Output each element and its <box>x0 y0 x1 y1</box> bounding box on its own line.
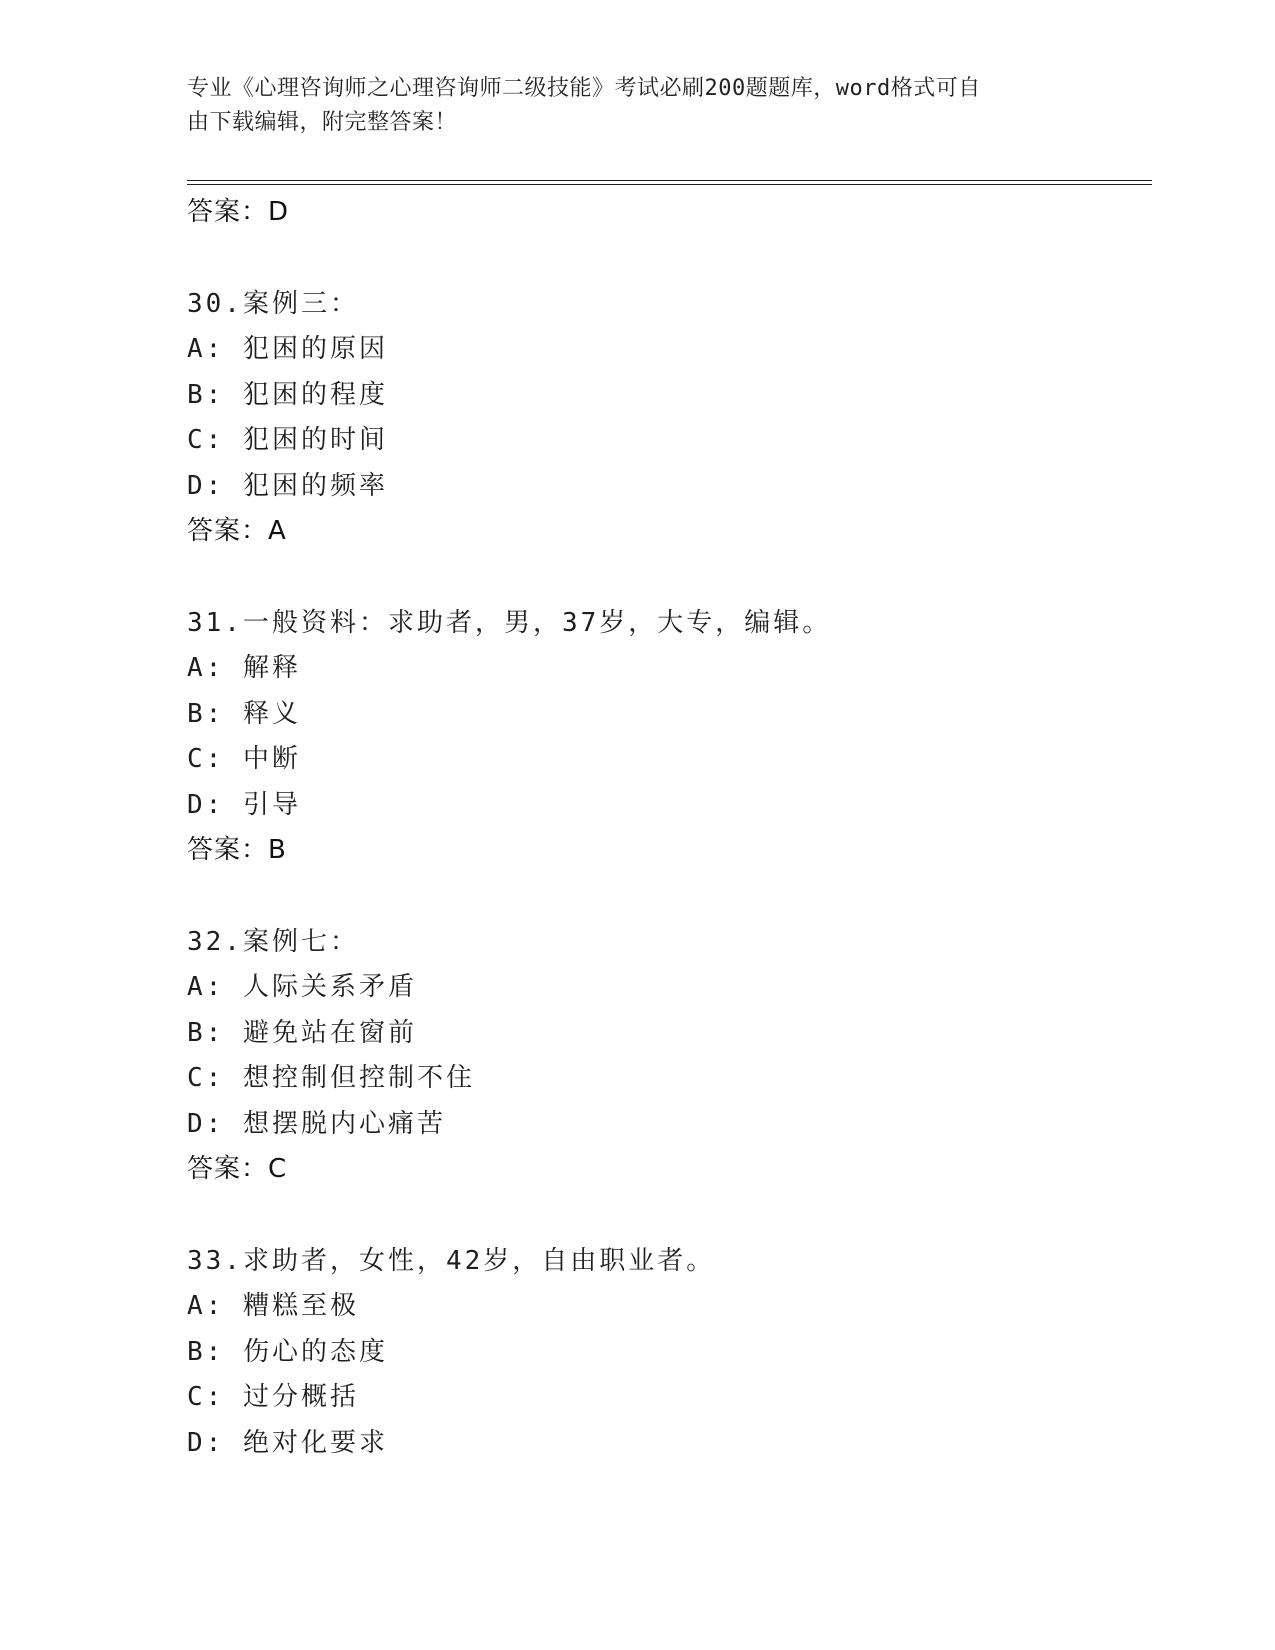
option-b: B: 犯困的程度 <box>187 379 388 410</box>
question-stem: 32.案例七： <box>187 926 359 957</box>
option-c: C: 过分概括 <box>187 1382 359 1412</box>
header-line-1: 专业《心理咨询师之心理咨询师二级技能》考试必刷200题题库，word格式可自 <box>187 76 981 101</box>
option-a: A: 解释 <box>187 653 301 683</box>
answer-line: 答案：D <box>187 197 290 227</box>
answer-line: 答案：C <box>187 1154 288 1184</box>
option-c: C: 中断 <box>187 744 301 774</box>
option-d: D: 引导 <box>187 789 301 820</box>
answer-line: 答案：A <box>187 516 287 546</box>
question-block <box>187 601 1152 874</box>
option-d: D: 绝对化要求 <box>187 1427 388 1458</box>
question-stem: 31.一般资料：求助者，男，37岁，大专，编辑。 <box>187 607 832 638</box>
option-a: A: 人际关系矛盾 <box>187 972 417 1002</box>
option-a: A: 糟糕至极 <box>187 1291 359 1321</box>
option-c: C: 想控制但控制不住 <box>187 1063 475 1093</box>
question-block <box>187 1239 1152 1467</box>
option-b: B: 伤心的态度 <box>187 1336 388 1367</box>
option-b: B: 避免站在窗前 <box>187 1017 417 1048</box>
header-line-2: 由下载编辑，附完整答案！ <box>187 110 458 135</box>
spacer <box>187 236 1152 282</box>
question-stem: 33.求助者，女性，42岁，自由职业者。 <box>187 1245 716 1276</box>
spacer <box>187 1193 1152 1239</box>
question-block <box>187 920 1152 1193</box>
question-list <box>187 190 1152 1466</box>
answer-line: 答案：B <box>187 835 287 865</box>
option-d: D: 犯困的频率 <box>187 470 388 501</box>
spacer <box>187 555 1152 601</box>
option-c: C: 犯困的时间 <box>187 425 388 455</box>
header-divider-top <box>187 180 1152 181</box>
spacer <box>187 874 1152 920</box>
option-d: D: 想摆脱内心痛苦 <box>187 1108 446 1139</box>
option-a: A: 犯困的原因 <box>187 334 388 364</box>
option-b: B: 释义 <box>187 698 301 729</box>
question-block <box>187 282 1152 555</box>
document-header <box>187 72 1067 140</box>
question-stem: 30.案例三： <box>187 288 359 319</box>
header-divider-bottom <box>187 184 1152 185</box>
